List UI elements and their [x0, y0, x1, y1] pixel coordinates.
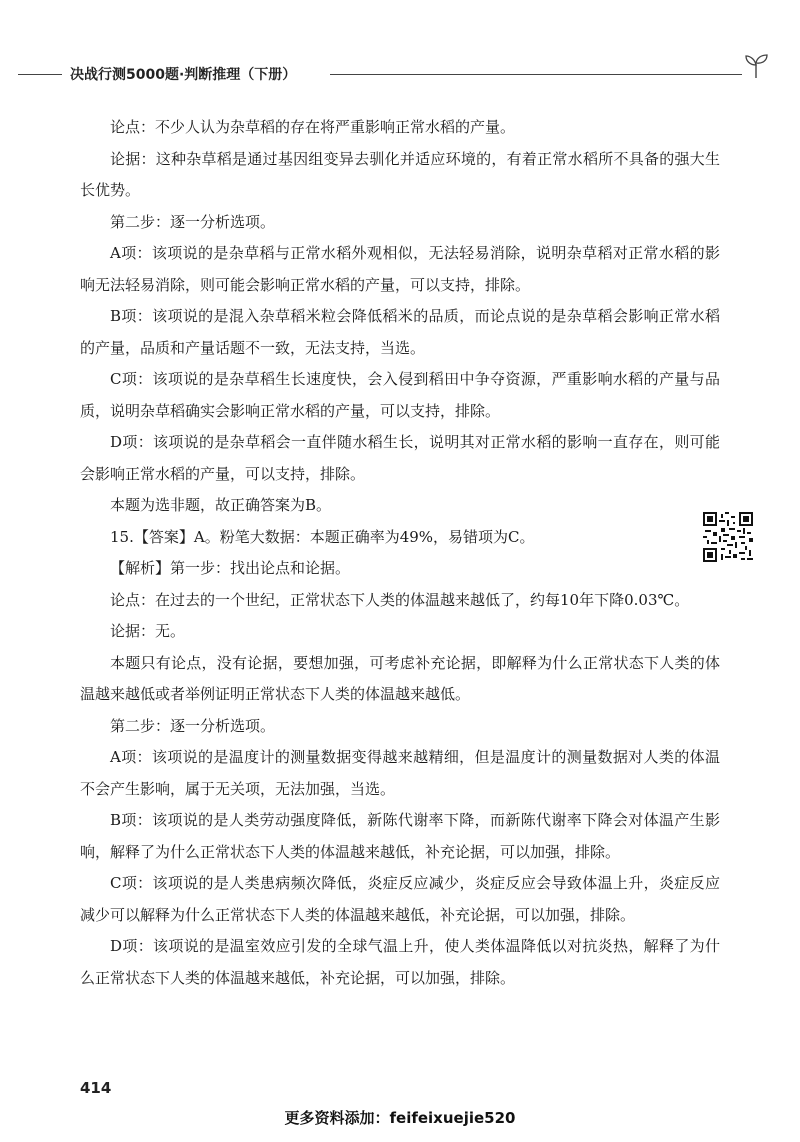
- paragraph-option-d-15: D项：该项说的是温室效应引发的全球气温上升，使人类体温降低以对抗炎热，解释了为什么正常状态下人类的体温越来越低，补充论据，可以加强，排除。: [80, 937, 720, 987]
- paragraph-option-a: A项：该项说的是杂草稻与正常水稻外观相似，无法轻易消除，说明杂草稻对正常水稻的影响无法轻易消除，则可能会影响正常水稻的产量，可以支持，排除。: [80, 244, 720, 294]
- paragraph-step-two: 第二步：逐一分析选项。: [110, 212, 276, 231]
- paragraph-option-c: C项：该项说的是杂草稻生长速度快，会入侵到稻田中争夺资源，严重影响水稻的产量与品质，说明杂草稻确实会影响正常水稻的产量，可以支持，排除。: [80, 370, 720, 420]
- page-number: 414: [80, 1079, 112, 1097]
- paragraph-argument-15: 论点：在过去的一个世纪，正常状态下人类的体温越来越低了，约每10年下降0.03℃。: [110, 590, 690, 609]
- paragraph-option-c-15: C项：该项说的是人类患病频次降低，炎症反应减少，炎症反应会导致体温上升，炎症反应减少可以解释为什么正常状态下人类的体温越来越低，补充论据，可以加强，排除。: [80, 874, 720, 924]
- footer-note: 更多资料添加：feifeixuejie520: [284, 1109, 516, 1127]
- running-header: [18, 62, 778, 86]
- paragraph-evidence: 论据：这种杂草稻是通过基因组变异去驯化并适应环境的，有着正常水稻所不具备的强大生长优势。: [80, 149, 720, 199]
- running-header-title: 决战行测5000题·判断推理（下册）: [70, 67, 297, 83]
- paragraph-evidence-15: 论据：无。: [110, 622, 186, 640]
- qr-code-icon[interactable]: [703, 512, 753, 562]
- page-body: [80, 112, 720, 994]
- paragraph-option-b-15: B项：该项说的是人类劳动强度降低，新陈代谢率下降，而新陈代谢率下降会对体温产生影响，解释了为什么正常状态下人类的体温越来越低，补充论据，可以加强，排除。: [80, 811, 720, 861]
- sprout-icon: [742, 52, 770, 80]
- paragraph-step-two-15: 第二步：逐一分析选项。: [110, 716, 276, 735]
- header-rule-left: [18, 74, 62, 75]
- paragraph-option-a-15: A项：该项说的是温度计的测量数据变得越来越精细，但是温度计的测量数据对人类的体温不会产生影响，属于无关项，无法加强，当选。: [80, 748, 720, 798]
- paragraph-conclusion: 本题为选非题，故正确答案为B。: [110, 496, 332, 514]
- paragraph-option-d: D项：该项说的是杂草稻会一直伴随水稻生长，说明其对正常水稻的影响一直存在，则可能会影响正常水稻的产量，可以支持，排除。: [80, 433, 720, 483]
- header-rule-right: [330, 74, 742, 75]
- paragraph-option-b: B项：该项说的是混入杂草稻米粒会降低稻米的品质，而论点说的是杂草稻会影响正常水稻的产量，品质和产量话题不一致，无法支持，当选。: [80, 307, 720, 357]
- paragraph-argument: 论点：不少人认为杂草稻的存在将严重影响正常水稻的产量。: [110, 118, 516, 136]
- paragraph-strategy-15: 本题只有论点，没有论据，要想加强，可考虑补充论据，即解释为什么正常状态下人类的体温越来越低或者举例证明正常状态下人类的体温越来越低。: [80, 653, 720, 703]
- paragraph-analysis-step-one: 【解析】第一步：找出论点和论据。: [110, 559, 351, 577]
- paragraph-answer-15: 15.【答案】A。粉笔大数据：本题正确率为49%，易错项为C。: [110, 527, 535, 546]
